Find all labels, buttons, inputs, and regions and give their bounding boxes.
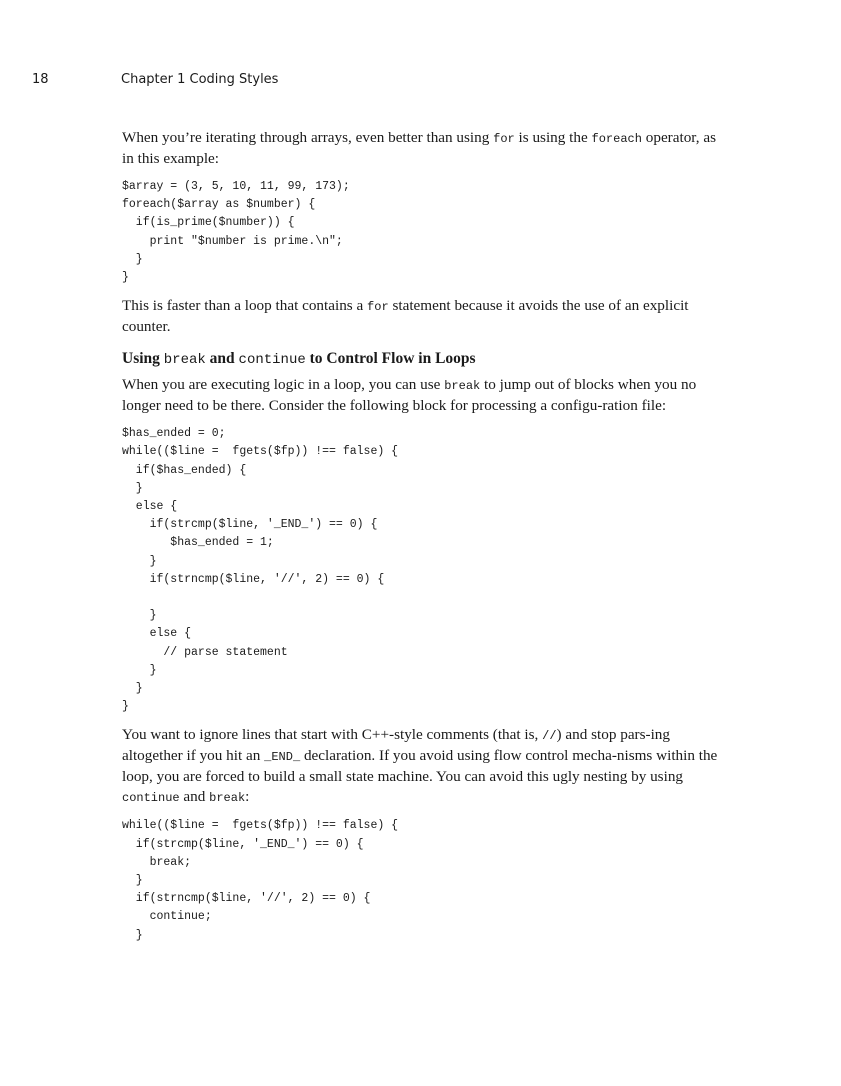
text-span: ) and stop pars-ing altogether if you hit an: [122, 726, 670, 765]
text-span: and: [205, 350, 239, 368]
inline-code: break: [163, 352, 206, 369]
text-span: This is faster than a loop that contains a: [122, 297, 368, 315]
inline-code: break: [209, 791, 246, 806]
paragraph-ignore-comments: [122, 725, 722, 808]
paragraph-foreach-intro: [122, 128, 722, 169]
section-heading: [122, 349, 722, 370]
text-span: :: [245, 788, 250, 806]
text-span: You want to ignore lines that start with C++-style comments (that is,: [122, 726, 543, 744]
text-span: statement because it avoids the use of an explicit counter.: [122, 297, 689, 336]
text-span: declaration. If you avoid using flow control mecha-nisms within the loop, you are forced to build a small state machine. You can avoid this ugly nesting by using: [122, 747, 718, 786]
inline-code: continue: [122, 791, 180, 806]
text-span: to Control Flow in Loops: [305, 350, 476, 368]
page-number: 18: [32, 72, 49, 87]
chapter-title: Chapter 1 Coding Styles: [121, 72, 279, 87]
inline-code: //: [542, 729, 557, 744]
inline-code: break: [444, 379, 481, 394]
text-span: When you are executing logic in a loop, you can use: [122, 376, 445, 394]
code-block-config-parser: $has_ended = 0; while(($line = fgets($fp)) !== false) { if($has_ended) { } else { if(strcmp($line, '_END_') == 0) { $has_ended = 1; } if(strncmp($line, '//', 2) == 0) { } else { // parse statement } } }: [122, 427, 399, 714]
text-span: Using: [122, 350, 164, 368]
text-span: When you’re iterating through arrays, even better than using: [122, 129, 494, 146]
inline-code: _END_: [264, 750, 301, 765]
inline-code: for: [367, 300, 389, 315]
page-header: [32, 72, 792, 92]
paragraph-faster-loop: [122, 296, 722, 337]
inline-code: for: [493, 132, 515, 146]
code-block-foreach: $array = (3, 5, 10, 11, 99, 173); foreach($array as $number) { if(is_prime($number)) { print "$number is prime.\n"; } }: [122, 180, 350, 285]
inline-code: foreach: [591, 132, 642, 146]
text-span: is using the: [514, 129, 592, 146]
text-span: and: [179, 788, 210, 806]
inline-code: continue: [238, 352, 306, 369]
paragraph-break-intro: [122, 375, 722, 416]
text-span: to jump out of blocks when you no longer need to be there. Consider the following block for processing a configu-ration file:: [122, 376, 697, 415]
text-span: operator, as in this example:: [122, 129, 716, 167]
code-block-continue-break: while(($line = fgets($fp)) !== false) { if(strcmp($line, '_END_') == 0) { break; } if(strncmp($line, '//', 2) == 0) { continue; }: [122, 819, 399, 942]
page-content: [122, 128, 722, 945]
